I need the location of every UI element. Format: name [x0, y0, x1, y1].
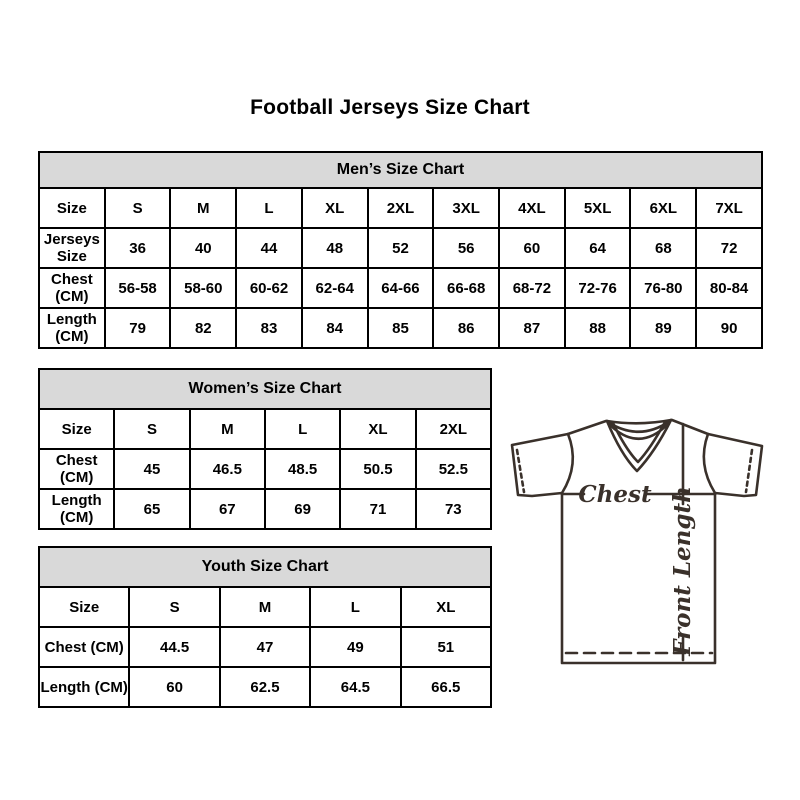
men-row-label: Chest (CM) [39, 268, 105, 308]
men-cell: 60 [499, 228, 565, 268]
men-cell: 68-72 [499, 268, 565, 308]
men-row-label: Length (CM) [39, 308, 105, 348]
youth-cell: 49 [310, 627, 400, 667]
youth-cell: L [310, 587, 400, 627]
youth-row-2 [39, 667, 491, 707]
men-row-3 [39, 308, 762, 348]
women-row-1 [39, 449, 491, 489]
women-cell: 46.5 [190, 449, 265, 489]
youth-row-label: Chest (CM) [39, 627, 129, 667]
men-cell: 36 [105, 228, 171, 268]
youth-row-label: Length (CM) [39, 667, 129, 707]
men-cell: 72 [696, 228, 762, 268]
youth-cell: XL [401, 587, 491, 627]
men-row-label: Jerseys Size [39, 228, 105, 268]
front-length-label: Front Length [669, 486, 696, 656]
women-title-row [39, 369, 491, 409]
men-cell: 56-58 [105, 268, 171, 308]
men-cell: 64 [565, 228, 631, 268]
left-armhole-seam [562, 434, 573, 493]
men-cell: 44 [236, 228, 302, 268]
women-cell: XL [340, 409, 415, 449]
men-cell: 86 [433, 308, 499, 348]
men-cell: 85 [368, 308, 434, 348]
men-row-0 [39, 188, 762, 228]
men-cell: 4XL [499, 188, 565, 228]
men-cell: 52 [368, 228, 434, 268]
youth-cell: M [220, 587, 310, 627]
men-row-label: Size [39, 188, 105, 228]
men-cell: 48 [302, 228, 368, 268]
men-cell: 83 [236, 308, 302, 348]
women-cell: 69 [265, 489, 340, 529]
womens-size-table [38, 368, 492, 530]
youth-row-label: Size [39, 587, 129, 627]
women-cell: 65 [114, 489, 189, 529]
youth-table-header: Youth Size Chart [39, 547, 491, 587]
men-cell: 68 [630, 228, 696, 268]
men-cell: S [105, 188, 171, 228]
youth-cell: 62.5 [220, 667, 310, 707]
women-cell: 67 [190, 489, 265, 529]
men-cell: 87 [499, 308, 565, 348]
men-table-header: Men’s Size Chart [39, 152, 762, 188]
youth-cell: S [129, 587, 219, 627]
men-cell: 60-62 [236, 268, 302, 308]
men-cell: 2XL [368, 188, 434, 228]
youth-cell: 66.5 [401, 667, 491, 707]
youth-row-1 [39, 627, 491, 667]
men-cell: 5XL [565, 188, 631, 228]
women-cell: 2XL [416, 409, 491, 449]
men-row-2 [39, 268, 762, 308]
chest-label: Chest [578, 481, 652, 508]
women-row-label: Size [39, 409, 114, 449]
men-cell: 76-80 [630, 268, 696, 308]
men-title-row [39, 152, 762, 188]
youth-row-0 [39, 587, 491, 627]
men-cell: M [170, 188, 236, 228]
men-cell: 40 [170, 228, 236, 268]
men-cell: 88 [565, 308, 631, 348]
men-cell: 62-64 [302, 268, 368, 308]
men-cell: 66-68 [433, 268, 499, 308]
women-cell: 45 [114, 449, 189, 489]
jersey-illustration [500, 408, 790, 668]
page-title: Football Jerseys Size Chart [250, 96, 530, 119]
men-cell: 89 [630, 308, 696, 348]
youth-cell: 47 [220, 627, 310, 667]
men-cell: 7XL [696, 188, 762, 228]
men-cell: 82 [170, 308, 236, 348]
youth-cell: 44.5 [129, 627, 219, 667]
women-row-2 [39, 489, 491, 529]
right-cuff-dashed-line [746, 450, 752, 492]
collar-top-edge [607, 420, 671, 423]
mens-size-table [38, 151, 763, 349]
youth-size-table [38, 546, 492, 708]
women-row-label: Length (CM) [39, 489, 114, 529]
men-row-1 [39, 228, 762, 268]
women-cell: L [265, 409, 340, 449]
women-row-label: Chest (CM) [39, 449, 114, 489]
women-cell: 52.5 [416, 449, 491, 489]
women-cell: 48.5 [265, 449, 340, 489]
women-cell: 73 [416, 489, 491, 529]
youth-title-row [39, 547, 491, 587]
women-cell: 71 [340, 489, 415, 529]
youth-cell: 64.5 [310, 667, 400, 707]
men-cell: 84 [302, 308, 368, 348]
men-cell: 3XL [433, 188, 499, 228]
men-cell: 58-60 [170, 268, 236, 308]
men-cell: 80-84 [696, 268, 762, 308]
youth-cell: 60 [129, 667, 219, 707]
men-cell: 79 [105, 308, 171, 348]
men-cell: 72-76 [565, 268, 631, 308]
jersey-measurement-diagram [500, 408, 790, 668]
men-cell: L [236, 188, 302, 228]
men-cell: 6XL [630, 188, 696, 228]
women-table-header: Women’s Size Chart [39, 369, 491, 409]
men-cell: 64-66 [368, 268, 434, 308]
right-armhole-seam [704, 434, 715, 493]
jersey-outline [512, 420, 762, 663]
women-row-0 [39, 409, 491, 449]
men-cell: XL [302, 188, 368, 228]
women-cell: M [190, 409, 265, 449]
youth-cell: 51 [401, 627, 491, 667]
women-cell: S [114, 409, 189, 449]
men-cell: 90 [696, 308, 762, 348]
men-cell: 56 [433, 228, 499, 268]
women-cell: 50.5 [340, 449, 415, 489]
